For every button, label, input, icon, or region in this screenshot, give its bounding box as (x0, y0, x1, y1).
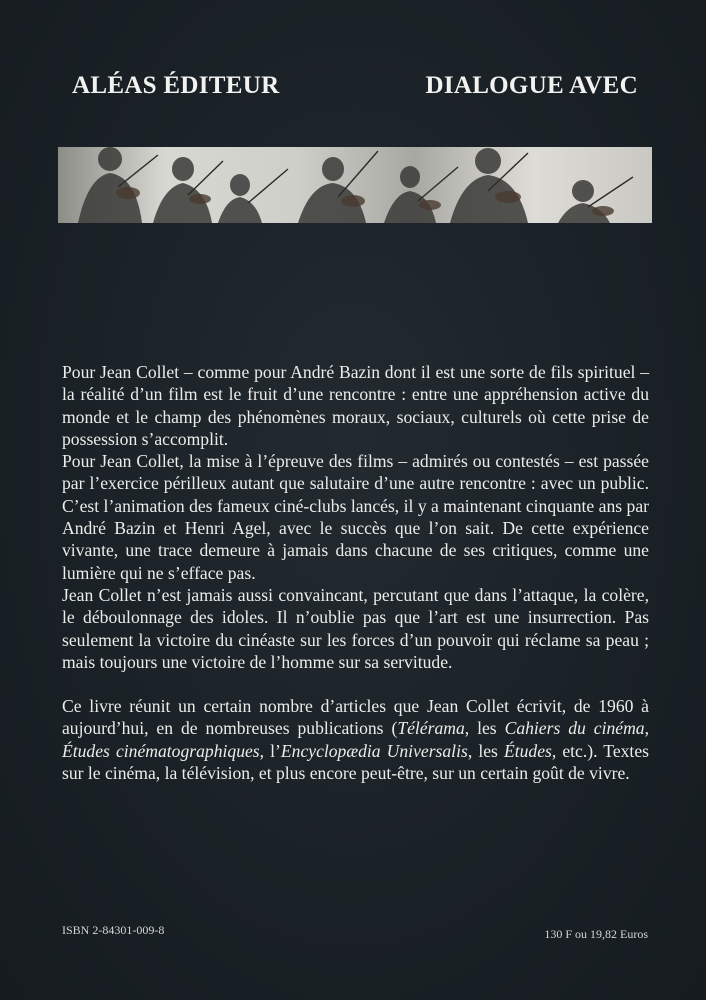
title-etudes: Études (503, 740, 552, 761)
title-etudes-cinema: Études cinématographiques (62, 740, 260, 761)
series-title: DIALOGUE AVEC (425, 72, 638, 99)
publisher-name: ALÉAS ÉDITEUR (72, 72, 280, 99)
price-label: 130 F ou 19,82 Euros (544, 927, 648, 941)
paragraph-gap (62, 673, 649, 695)
orchestra-photo (58, 147, 652, 223)
p4-text-b: , les (464, 718, 505, 739)
p4-text-f: , etc.). Textes sur le cinéma, la télévision, et plus encore peut-être, sur un certain goût de vivre. (62, 740, 649, 784)
paragraph-4 (62, 695, 649, 784)
paragraph-2: Pour Jean Collet, la mise à l’épreuve des films – admirés ou contestés – est passée par l’exercice périlleux autant que salutaire d’une autre rencontre : avec un public. C’est l’animation des fameux ciné-clubs lancés, il y a maintenant cinquante ans par André Bazin et Henri Agel, avec le succès que l’on sait. De cette expérience vivante, une trace demeure à jamais dans chacune de ses critiques, comme une lumière qui ne s’efface pas. (62, 451, 649, 583)
paragraph-1: Pour Jean Collet – comme pour André Bazin dont il est une sorte de fils spirituel – la réalité d’un film est le fruit d’une rencontre : entre une appréhension active du monde et le champ des phénomènes moraux, sociaux, culturels où cette prise de possession s’accomplit. (62, 362, 649, 449)
isbn-number: ISBN 2-84301-009-8 (62, 923, 165, 937)
back-cover-text (62, 361, 649, 784)
p4-text-e: , les (467, 740, 504, 761)
title-encyclopaedia: Encyclopædia Universalis (280, 740, 468, 761)
p4-text-d: , l’ (259, 740, 281, 761)
paragraph-3: Jean Collet n’est jamais aussi convaincant, percutant que dans l’attaque, la colère, le déboulonnage des idoles. Il n’oublie pas que l’art est une insurrection. Pas seulement la victoire du cinéaste sur les forces d’un pouvoir qui réclame sa peau ; mais toujours une victoire de l’homme sur sa servitude. (62, 584, 649, 672)
title-cahiers: Cahiers du cinéma (504, 718, 645, 739)
orchestra-violinists-photo-icon (58, 147, 652, 223)
p4-text-a: Ce livre réunit un certain nombre d’articles que Jean Collet écrivit, de 1960 à aujourd’hui, en de nombreuses publications ( (62, 696, 649, 739)
title-telerama: Télérama (397, 718, 465, 739)
p4-text-c: , (644, 718, 649, 739)
